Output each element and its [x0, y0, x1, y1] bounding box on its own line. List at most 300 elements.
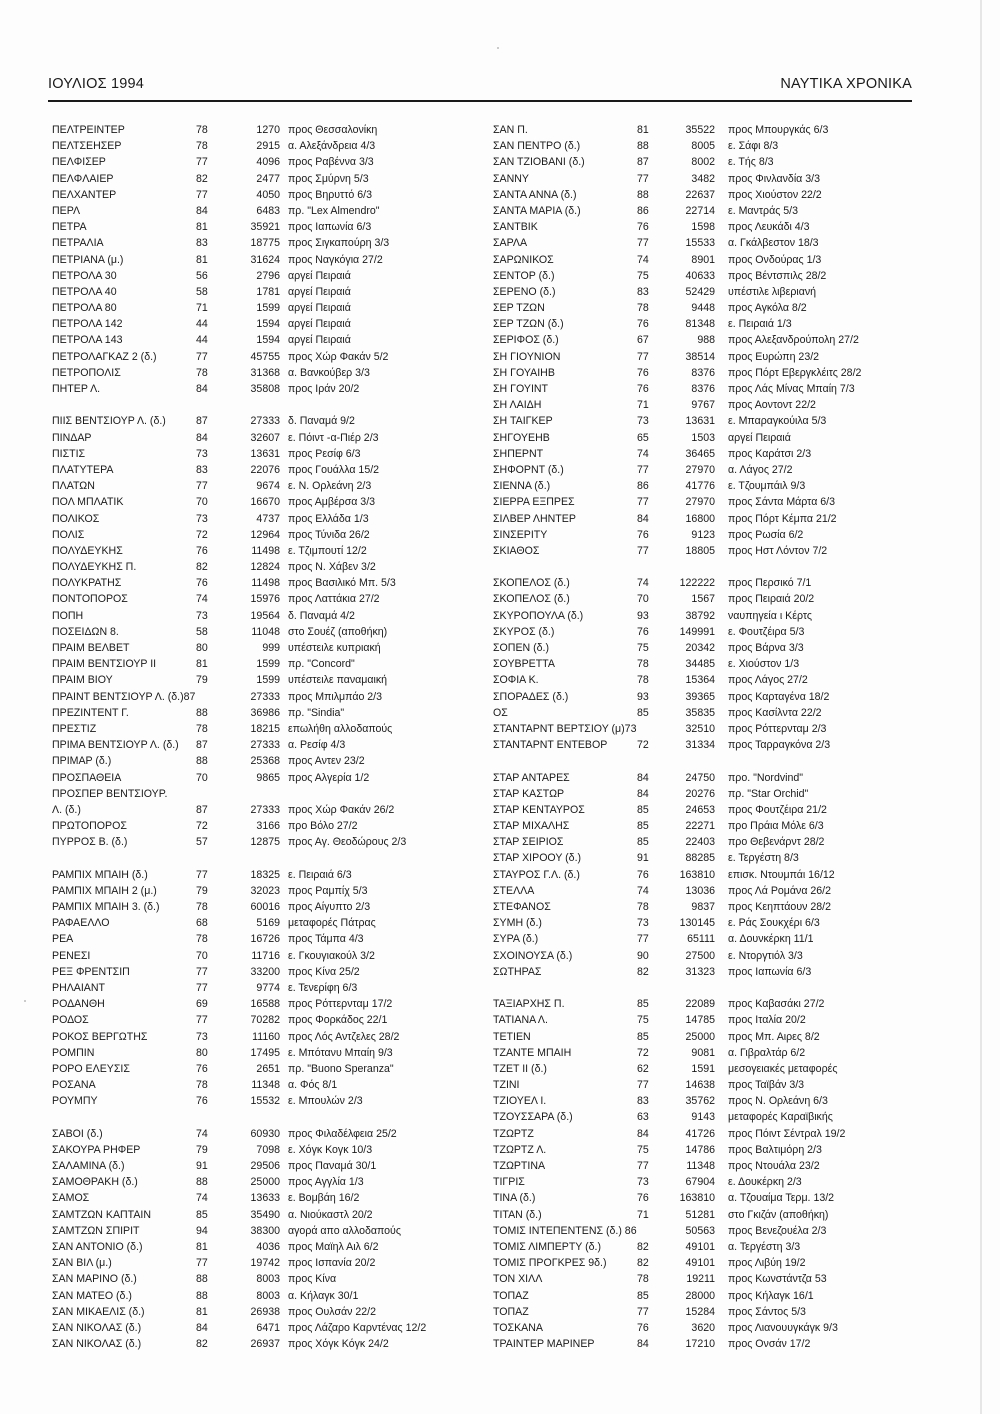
- gross-tonnage: 22089: [685, 998, 715, 1011]
- ship-status: α. Βανκούβερ 3/3: [288, 366, 370, 379]
- gross-tonnage: 8003: [256, 1273, 280, 1286]
- gross-tonnage: 1599: [256, 302, 280, 315]
- ship-status: προς Λιανουυγκάγκ 9/3: [728, 1321, 838, 1334]
- gross-tonnage: 9081: [691, 1046, 715, 1059]
- gross-tonnage: 9767: [691, 399, 715, 412]
- gross-tonnage: 2477: [256, 172, 280, 185]
- ship-status: προς Κεηπτάουν 28/2: [728, 901, 831, 913]
- gross-tonnage: 35921: [250, 221, 280, 234]
- build-year: 44: [196, 318, 208, 331]
- build-year: 77: [637, 1160, 649, 1172]
- gross-tonnage: 1594: [256, 318, 280, 331]
- build-year: 76: [196, 1062, 208, 1075]
- build-year: 93: [637, 690, 649, 703]
- ship-name: ΤΙΓΡΙΣ: [493, 1176, 525, 1189]
- ship-name: ΣΟΥΒΡΕΤΤΑ: [493, 658, 555, 671]
- gross-tonnage: 1781: [256, 285, 280, 298]
- ship-status: προς Αοντοντ 22/2: [728, 399, 816, 412]
- ship-name: ΠΕΤΡΟΛΑ 80: [52, 302, 117, 315]
- ship-status: προς Μπουργκάς 6/3: [728, 124, 829, 136]
- gross-tonnage: 14638: [685, 1079, 715, 1092]
- ship-name: ΤΖΙΟΥΕΛ Ι.: [493, 1095, 547, 1108]
- gross-tonnage: 26938: [250, 1305, 280, 1318]
- build-year: 88: [637, 140, 649, 153]
- build-year: 78: [637, 658, 649, 671]
- ship-name: ΤΟΜΙΣ ΛΙΜΠΕΡΤΥ (δ.): [493, 1240, 602, 1253]
- gross-tonnage: 1599: [256, 674, 280, 687]
- ship-status: προς Αλεξανδρούπολη 27/2: [728, 334, 859, 347]
- gross-tonnage: 25000: [250, 1176, 280, 1189]
- ship-status: προς Φορκάδος 22/1: [288, 1014, 388, 1027]
- ship-name: ΣΤΑΡ ΚΕΝΤΑΥΡΟΣ: [493, 803, 585, 816]
- ship-status: αργεί Πειραιά: [288, 285, 351, 298]
- ship-name: ΡΟΔΑΝΘΗ: [52, 998, 105, 1011]
- ship-status: αργεί Πειραιά: [728, 431, 791, 444]
- gross-tonnage: 14785: [685, 1014, 715, 1027]
- ship-name: ΠΡΑΙΜ ΒΕΛΒΕΤ: [52, 642, 130, 654]
- ship-status: προς Αμβέρσα 3/3: [288, 496, 376, 509]
- gross-tonnage: 24750: [685, 771, 715, 784]
- ship-name: ΡΕΝΕΣΙ: [52, 949, 91, 962]
- build-year: 77: [196, 1014, 208, 1027]
- gross-tonnage: 18805: [685, 544, 715, 557]
- ship-name: ΣΗΠΕΡΝΤ: [493, 447, 544, 460]
- ship-name: ΤΙΝΑ (δ.): [493, 1192, 536, 1205]
- ship-status: προς Τάμπα 4/3: [288, 933, 364, 946]
- gross-tonnage: 12964: [250, 528, 280, 541]
- ship-name: ΡΟΚΟΣ ΒΕΡΓΩΤΗΣ: [52, 1030, 148, 1043]
- gross-tonnage: 11160: [252, 1030, 280, 1043]
- ship-name: ΣΙΕΡΡΑ ΕΞΠΡΕΣ: [493, 496, 575, 509]
- ship-name: ΠΕΛΦΙΣΕΡ: [52, 156, 106, 169]
- ship-name: ΤΖΩΡΤΙΝΑ: [493, 1160, 546, 1172]
- ship-name: ΣΑΒΟΙ (δ.): [52, 1127, 103, 1140]
- ship-name: ΠΟΛΙΣ: [52, 528, 85, 541]
- gross-tonnage: 25000: [685, 1030, 715, 1043]
- gross-tonnage: 988: [697, 334, 715, 347]
- gross-tonnage: 15533: [685, 237, 715, 250]
- build-year: 84: [196, 431, 208, 444]
- ship-name: ΤΑΤΙΑΝΑ Λ.: [493, 1014, 548, 1027]
- gross-tonnage: 70282: [250, 1014, 280, 1027]
- ship-name: ΡΗΛΑΙΑΝΤ: [52, 981, 105, 994]
- ship-name: ΣΟΠΕΝ (δ.): [493, 642, 549, 654]
- build-year: 84: [196, 1321, 208, 1334]
- ship-status: προς Καβασάκι 27/2: [728, 998, 825, 1011]
- ship-name: ΠΟΠΗ: [52, 609, 84, 622]
- ship-name: ΣΤΕΦΑΝΟΣ: [493, 901, 551, 913]
- ship-name: ΣΚΥΡΟΠΟΥΛΑ (δ.): [493, 609, 584, 622]
- build-year: 75: [637, 1143, 649, 1156]
- gross-tonnage: 13631: [685, 415, 715, 428]
- ship-status: προς Καράτσι 2/3: [728, 447, 812, 460]
- build-year: 82: [637, 1257, 649, 1270]
- ship-status: προς Ηστ Λόντον 7/2: [728, 544, 828, 557]
- ship-name: ΣΙΕΝΝΑ (δ.): [493, 480, 551, 493]
- gross-tonnage: 22637: [685, 188, 715, 201]
- build-year: 58: [196, 285, 208, 298]
- gross-tonnage: 6471: [256, 1321, 280, 1334]
- ship-name: ΣΥΜΗ (δ.): [493, 917, 542, 930]
- ship-name: ΣΗ ΤΑΙΓΚΕΡ: [493, 415, 553, 428]
- ship-status: ε. Χιούστον 1/3: [728, 658, 800, 671]
- build-year: 87: [196, 803, 208, 816]
- build-year: 85: [637, 836, 649, 849]
- ship-name: ΠΡΑΙΜ ΒΕΝΤΣΙΟΥΡ ΙΙ: [52, 658, 157, 671]
- gross-tonnage: 20342: [685, 642, 715, 654]
- build-year: 77: [196, 188, 208, 201]
- gross-tonnage: 32510: [685, 722, 715, 735]
- ship-status: προς Λιβύη 19/2: [728, 1257, 806, 1270]
- gross-tonnage: 65111: [687, 933, 715, 946]
- ship-name: ΠΕΤΡΟΛΑ 40: [52, 285, 117, 298]
- ship-status: προς Χώρ Φακάν 5/2: [288, 350, 389, 363]
- gross-tonnage: 16726: [250, 933, 280, 946]
- gross-tonnage: 27333: [250, 690, 280, 703]
- build-year: 78: [196, 722, 208, 735]
- gross-tonnage: 81348: [685, 318, 715, 331]
- build-year: 77: [637, 1079, 649, 1092]
- build-year: 76: [196, 577, 208, 590]
- build-year: 68: [196, 917, 208, 930]
- ship-status: προς Λευκάδι 4/3: [728, 221, 810, 234]
- ship-name: ΣΩΤΗΡΑΣ: [493, 965, 542, 978]
- ship-name: ΣΕΡ ΤΖΩΝ (δ.): [493, 318, 564, 331]
- gross-tonnage: 122222: [679, 577, 715, 590]
- gross-tonnage: 2796: [256, 269, 280, 282]
- build-year: 85: [196, 1208, 208, 1221]
- ship-name: ΣΑΝ ΝΙΚΟΛΑΣ (δ.): [52, 1338, 142, 1351]
- ship-status: προς Λός Αντζελες 28/2: [288, 1030, 400, 1043]
- ship-status: πρ. "Buono Speranza": [288, 1062, 394, 1075]
- build-year: 76: [637, 318, 649, 331]
- ship-name: ΤΟΜΙΣ ΙΝΤΕΠΕΝΤΕΝΣ (δ.) 86: [493, 1224, 637, 1237]
- ship-status: προς Βέντσπιλς 28/2: [728, 269, 827, 282]
- build-year: 87: [196, 739, 208, 752]
- build-year: 87: [196, 415, 208, 428]
- ship-status: προς Ρόττερνταμ 2/3: [728, 722, 827, 735]
- ship-name: ΠΡΙΜΑ ΒΕΝΤΣΙΟΥΡ Λ. (δ.): [52, 739, 179, 752]
- build-year: 75: [637, 1014, 649, 1027]
- build-year: 74: [637, 577, 649, 590]
- ship-status: προς Περσικό 7/1: [728, 577, 812, 590]
- build-year: 88: [637, 188, 649, 201]
- gross-tonnage: 60016: [250, 901, 280, 913]
- gross-tonnage: 36465: [685, 447, 715, 460]
- build-year: 82: [196, 561, 208, 574]
- ship-status: προς Χώρ Φακάν 26/2: [288, 803, 395, 816]
- gross-tonnage: 28000: [685, 1289, 715, 1302]
- build-year: 84: [196, 204, 208, 217]
- build-year: 83: [637, 1095, 649, 1108]
- build-year: 82: [637, 965, 649, 978]
- build-year: 76: [637, 625, 649, 638]
- ship-status: α. Τεργέστη 3/3: [728, 1240, 801, 1253]
- ship-name: ΠΙΙΣ ΒΕΝΤΣΙΟΥΡ Λ. (δ.): [52, 415, 166, 428]
- ship-name: ΣΑΝΤΑ ΜΑΡΙΑ (δ.): [493, 204, 581, 217]
- ship-status: ε. Δουκέρκη 2/3: [728, 1176, 802, 1189]
- gross-tonnage: 27970: [685, 463, 715, 476]
- build-year: 76: [637, 528, 649, 541]
- ship-status: α. Αλεξάνδρεια 4/3: [288, 140, 376, 153]
- build-year: 72: [637, 1046, 649, 1059]
- ship-status: προς Ιαπωνία 6/3: [728, 965, 812, 978]
- build-year: 76: [637, 868, 649, 881]
- ship-name: ΠΡΑΙΜ ΒΙΟΥ: [52, 674, 113, 687]
- ship-name: ΣΑΝ ΠΕΝΤΡΟ (δ.): [493, 140, 581, 153]
- gross-tonnage: 49101: [685, 1240, 715, 1253]
- gross-tonnage: 32023: [250, 884, 280, 897]
- gross-tonnage: 33200: [250, 965, 280, 978]
- gross-tonnage: 31368: [250, 366, 280, 379]
- build-year: 77: [637, 496, 649, 509]
- ship-status: ε. Τής 8/3: [728, 156, 774, 169]
- gross-tonnage: 38792: [685, 609, 715, 622]
- ship-status: προς Αγκόλα 8/2: [728, 302, 807, 315]
- gross-tonnage: 130145: [679, 917, 715, 930]
- ship-status: ε. Πειραιά 6/3: [288, 868, 352, 881]
- ship-name: ΟΣ: [493, 706, 508, 719]
- gross-tonnage: 22403: [685, 836, 715, 849]
- gross-tonnage: 11716: [251, 949, 280, 962]
- gross-tonnage: 163810: [679, 1192, 715, 1205]
- build-year: 74: [196, 593, 208, 606]
- ship-name: ΣΑΜΤΖΩΝ ΚΑΠΤΑΙΝ: [52, 1208, 152, 1221]
- gross-tonnage: 5169: [256, 917, 280, 930]
- gross-tonnage: 60930: [250, 1127, 280, 1140]
- ship-name: ΠΕΛΤΡΕΙΝΤΕΡ: [52, 124, 125, 136]
- gross-tonnage: 14786: [685, 1143, 715, 1156]
- gross-tonnage: 8376: [691, 366, 715, 379]
- build-year: 78: [196, 933, 208, 946]
- ship-name: ΣΕΝΤΟΡ (δ.): [493, 269, 555, 282]
- build-year: 90: [637, 949, 649, 962]
- build-year: 72: [196, 820, 208, 833]
- ship-name: ΠΟΛΙΚΟΣ: [52, 512, 100, 525]
- ship-name: ΡΟΥΜΠΥ: [52, 1095, 98, 1108]
- ship-name: ΠΕΤΡΟΛΑ 30: [52, 269, 117, 282]
- gross-tonnage: 41726: [685, 1127, 715, 1140]
- gross-tonnage: 27333: [250, 415, 280, 428]
- ship-status: ε. Μπουλών 2/3: [288, 1095, 363, 1108]
- gross-tonnage: 16670: [250, 496, 280, 509]
- build-year: 73: [196, 1030, 208, 1043]
- ship-status: υπέστειλε κυπριακή: [288, 642, 381, 654]
- ship-name: ΠΕΤΡΟΠΟΛΙΣ: [52, 366, 121, 379]
- build-year: 76: [637, 383, 649, 395]
- build-year: 67: [637, 334, 649, 347]
- ship-status: προς Ρωσία 6/2: [728, 528, 804, 541]
- ship-status: δ. Παναμά 9/2: [288, 415, 355, 428]
- build-year: 74: [637, 447, 649, 460]
- ship-status: προς Μπ. Αιρες 8/2: [728, 1030, 820, 1043]
- gross-tonnage: 16800: [685, 512, 715, 525]
- gross-tonnage: 27500: [685, 949, 715, 962]
- gross-tonnage: 32607: [250, 431, 280, 444]
- build-year: 77: [637, 463, 649, 476]
- build-year: 75: [637, 269, 649, 282]
- gross-tonnage: 17210: [685, 1338, 715, 1351]
- ship-status: προς Λάς Μίνας Μπαίη 7/3: [728, 383, 855, 395]
- ship-name: ΡΕΑ: [52, 933, 74, 946]
- build-year: 70: [196, 771, 208, 784]
- paper-speck: [24, 1000, 26, 1002]
- gross-tonnage: 4050: [256, 188, 280, 201]
- ship-name: Λ. (δ.): [52, 803, 81, 816]
- ship-status: α. Κήλαγκ 30/1: [288, 1289, 359, 1302]
- gross-tonnage: 1503: [691, 431, 715, 444]
- ship-status: προς Σιγκαπούρη 3/3: [288, 237, 390, 250]
- ship-status: προς Ονδούρας 1/3: [728, 253, 822, 266]
- gross-tonnage: 27333: [250, 739, 280, 752]
- gross-tonnage: 19564: [250, 609, 280, 622]
- ship-name: ΠΟΛΥΔΕΥΚΗΣ: [52, 544, 123, 557]
- ship-name: ΠΕΤΡΑ: [52, 221, 87, 234]
- ship-status: ε. Φουτζέιρα 5/3: [728, 625, 805, 638]
- ship-status: μεταφορές Πάτρας: [288, 917, 376, 930]
- ship-status: προς Φιλαδέλφεια 25/2: [288, 1127, 397, 1140]
- gross-tonnage: 31624: [250, 253, 280, 266]
- gross-tonnage: 9143: [691, 1111, 715, 1124]
- ship-status: ε. Ράς Σουκχέρι 6/3: [728, 917, 820, 930]
- build-year: 44: [196, 334, 208, 347]
- build-year: 81: [196, 1240, 208, 1253]
- gross-tonnage: 31334: [685, 739, 715, 752]
- gross-tonnage: 1567: [691, 593, 715, 606]
- gross-tonnage: 15976: [250, 593, 280, 606]
- build-year: 76: [637, 1321, 649, 1334]
- ship-name: ΡΟΣΑΝΑ: [52, 1079, 96, 1092]
- build-year: 78: [196, 140, 208, 153]
- ship-status: προς Θεσσαλονίκη: [288, 124, 378, 136]
- ship-name: ΣΑΜΟΣ: [52, 1192, 90, 1205]
- build-year: 81: [196, 221, 208, 234]
- ship-status: προς Ισπανία 20/2: [288, 1257, 376, 1270]
- header-rule: [48, 100, 912, 102]
- gross-tonnage: 35490: [250, 1208, 280, 1221]
- build-year: 76: [196, 544, 208, 557]
- ship-status: ε. Πόιντ -α-Πιέρ 2/3: [288, 431, 379, 444]
- build-year: 77: [196, 480, 208, 493]
- gross-tonnage: 27333: [250, 803, 280, 816]
- gross-tonnage: 8005: [691, 140, 715, 153]
- ship-name: ΣΤΑΝΤΑΡΝΤ ΕΝΤΕΒΟΡ: [493, 739, 608, 752]
- build-year: 77: [196, 868, 208, 881]
- build-year: 77: [637, 172, 649, 185]
- gross-tonnage: 35762: [685, 1095, 715, 1108]
- build-year: 88: [196, 1289, 208, 1302]
- ship-status: πρ. "Concord": [288, 658, 355, 671]
- ship-status: στο Σουέζ (αποθήκη): [288, 625, 388, 638]
- gross-tonnage: 1591: [691, 1062, 715, 1075]
- ship-status: προς Κίνα 25/2: [288, 965, 360, 978]
- build-year: 73: [637, 1176, 649, 1189]
- ship-name: ΠΡΩΤΟΠΟΡΟΣ: [52, 820, 127, 833]
- ship-name: ΡΟΡΟ ΕΛΕΥΣΙΣ: [52, 1062, 130, 1075]
- ship-name: ΣΑΡΛΑ: [493, 237, 528, 250]
- ship-name: ΠΕΛΧΑΝΤΕΡ: [52, 188, 117, 201]
- build-year: 78: [196, 1079, 208, 1092]
- build-year: 65: [637, 431, 649, 444]
- ship-status: προς Ρόττερνταμ 17/2: [288, 998, 393, 1011]
- gross-tonnage: 50563: [685, 1224, 715, 1237]
- ship-name: ΤΟΠΑΖ: [493, 1305, 529, 1318]
- ship-status: προς Βηρυττό 6/3: [288, 188, 372, 201]
- gross-tonnage: 39365: [685, 690, 715, 703]
- build-year: 77: [637, 237, 649, 250]
- gross-tonnage: 11498: [251, 544, 280, 557]
- gross-tonnage: 163810: [679, 868, 715, 881]
- ship-name: ΣΑΚΟΥΡΑ ΡΗΦΕΡ: [52, 1143, 141, 1156]
- gross-tonnage: 35522: [685, 124, 715, 136]
- gross-tonnage: 8901: [691, 253, 715, 266]
- build-year: 70: [637, 593, 649, 606]
- gross-tonnage: 38300: [250, 1224, 280, 1237]
- ship-status: προς Βάρνα 3/3: [728, 642, 804, 654]
- paper-speck: [497, 47, 499, 49]
- ship-name: ΣΑΝΝΥ: [493, 172, 529, 185]
- build-year: 84: [637, 1338, 649, 1351]
- ship-status: μεταφορές Καραϊβικής: [728, 1111, 833, 1124]
- ship-name: ΤΕΤΙΕΝ: [493, 1030, 531, 1043]
- ship-name: ΡΕΞ ΦΡΕΝΤΣΙΠ: [52, 965, 130, 978]
- ship-status: προς Κίνα: [288, 1273, 337, 1286]
- build-year: 79: [196, 884, 208, 897]
- build-year: 93: [637, 609, 649, 622]
- ship-status: προς Καρταγένα 18/2: [728, 690, 830, 703]
- build-year: 88: [196, 755, 208, 768]
- build-year: 77: [196, 156, 208, 169]
- ship-name: ΠΛΑΤΥΤΕΡΑ: [52, 463, 114, 476]
- ship-name: ΤΟΜΙΣ ΠΡΟΓΚΡΕΣ 9δ.): [493, 1257, 607, 1270]
- gross-tonnage: 35835: [685, 706, 715, 719]
- gross-tonnage: 15284: [685, 1305, 715, 1318]
- build-year: 77: [637, 350, 649, 363]
- ship-name: ΡΑΦΑΕΛΛΟ: [52, 917, 110, 930]
- gross-tonnage: 13631: [250, 447, 280, 460]
- gross-tonnage: 9774: [256, 981, 280, 994]
- ship-status: α. Λάγος 27/2: [728, 463, 793, 476]
- build-year: 71: [637, 399, 649, 412]
- ship-status: προς Αντεν 23/2: [288, 755, 365, 768]
- ship-status: μεσογειακές μεταφορές: [728, 1062, 838, 1075]
- ship-name: ΠΕΤΡΟΛΑΓΚΑΖ 2 (δ.): [52, 350, 157, 363]
- ship-status: προς Μαϊηλ Αιλ 6/2: [288, 1240, 379, 1253]
- ship-name: ΣΤΑΡ ΣΕΙΡΙΟΣ: [493, 836, 564, 849]
- ship-name: ΤΟΣΚΑΝΑ: [493, 1321, 543, 1334]
- build-year: 86: [637, 204, 649, 217]
- ship-name: ΤΡΑΙΝΤΕΡ ΜΑΡΙΝΕΡ: [493, 1338, 595, 1351]
- ship-status: ε. Τεργέστη 8/3: [728, 852, 799, 865]
- build-year: 77: [637, 1305, 649, 1318]
- ship-name: ΠΕΡΛ: [52, 204, 81, 217]
- ship-status: ε. Μπαραγκούιλα 5/3: [728, 415, 827, 428]
- ship-name: ΣΤΑΡ ΑΝΤΑΡΕΣ: [493, 771, 570, 784]
- ship-name: ΠΕΤΡΙΑΝΑ (μ.): [52, 253, 124, 266]
- build-year: 78: [196, 901, 208, 913]
- ship-status: πρ. "Lex Almendro": [288, 204, 380, 217]
- gross-tonnage: 4036: [256, 1240, 280, 1253]
- gross-tonnage: 12824: [250, 561, 280, 574]
- gross-tonnage: 19211: [686, 1273, 715, 1286]
- ship-name: ΠΟΛΥΚΡΑΤΗΣ: [52, 577, 122, 590]
- ship-status: ε. Μπότανυ Μπαίη 9/3: [288, 1046, 393, 1059]
- build-year: 82: [637, 1240, 649, 1253]
- build-year: 85: [637, 1289, 649, 1302]
- gross-tonnage: 52429: [685, 285, 715, 298]
- ship-status: προς Ναγκόγια 27/2: [288, 253, 383, 266]
- build-year: 79: [196, 674, 208, 687]
